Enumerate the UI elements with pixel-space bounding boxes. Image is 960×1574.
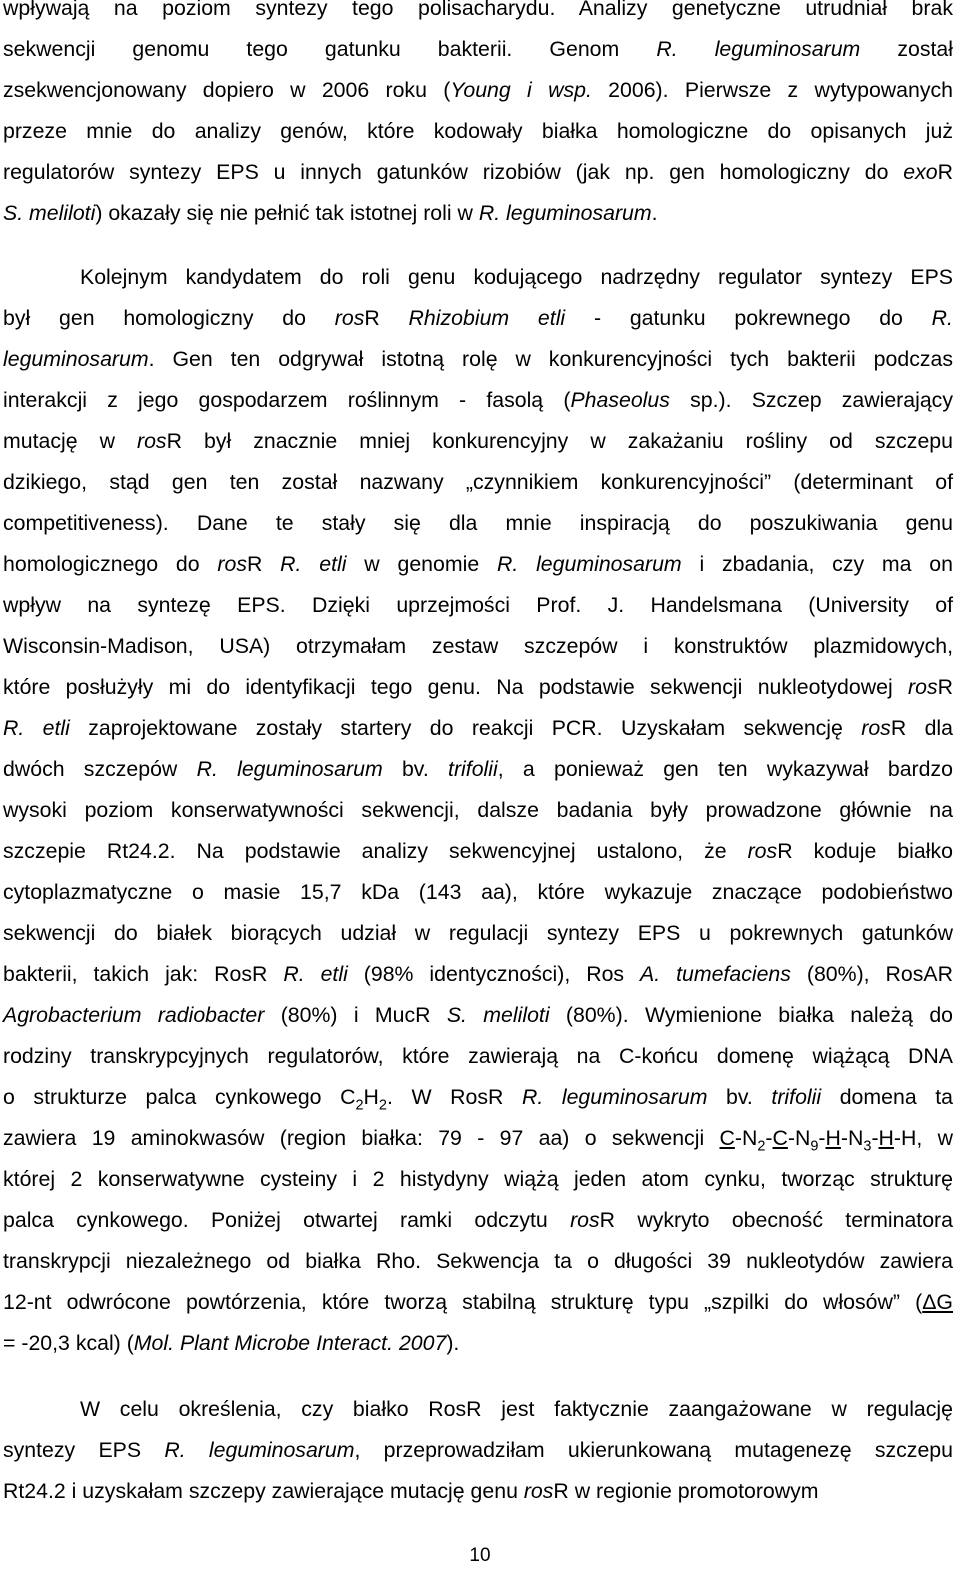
text-run: S. meliloti — [446, 1003, 550, 1027]
text-line — [3, 508, 953, 538]
text-run: R. leguminosarum — [196, 757, 383, 781]
text-run: A. tumefaciens — [640, 962, 791, 986]
text-run: 3 — [863, 1138, 872, 1155]
text-run: transkrypcji niezależnego od białka Rho. Sekwencja ta o długości 39 nukleotydów zawiera — [3, 1249, 953, 1273]
text-run: bv. — [707, 1085, 772, 1109]
text-run: ros — [136, 429, 167, 453]
text-run: ros — [523, 1479, 554, 1503]
text-run: R. — [931, 306, 953, 330]
text-run: wpływają na poziom syntezy tego polisacharydu. Analizy genetyczne utrudniał brak — [3, 0, 953, 20]
text-run: R w regionie promotorowym — [553, 1479, 819, 1503]
text-run: . — [651, 201, 658, 225]
text-run: ros — [217, 552, 247, 576]
text-line — [3, 1435, 953, 1465]
text-run: Wisconsin-Madison, USA) otrzymałam zestaw szczepów i konstruktów plazmidowych, — [3, 634, 953, 658]
text-run: R koduje białko — [777, 839, 953, 863]
text-run: został — [860, 37, 953, 61]
text-run: trifolii — [448, 757, 498, 781]
text-run: (80%) i MucR — [264, 1003, 447, 1027]
text-line — [3, 713, 953, 743]
text-line — [3, 1123, 953, 1153]
text-line — [3, 0, 953, 23]
text-line — [3, 75, 953, 105]
text-line — [3, 877, 953, 907]
text-line — [3, 959, 953, 989]
text-run: domena ta — [821, 1085, 953, 1109]
text-run: palca cynkowego. Poniżej otwartej ramki odczytu — [3, 1208, 571, 1232]
text-run: ros — [334, 306, 365, 330]
text-run: ros — [570, 1208, 600, 1232]
text-line — [3, 1394, 953, 1424]
text-run: leguminosarum — [3, 347, 149, 371]
page-number: 10 — [469, 1545, 491, 1566]
text-run: , a ponieważ gen ten wykazywał bardzo — [497, 757, 953, 781]
text-run: syntezy EPS — [3, 1438, 165, 1462]
text-run: której 2 konserwatywne cysteiny i 2 histydyny wiążą jeden atom cynku, tworząc strukturę — [3, 1167, 953, 1191]
text-line — [3, 1041, 953, 1071]
text-run: ). — [446, 1331, 460, 1355]
text-run: Mol. Plant Microbe Interact. — [133, 1331, 394, 1355]
text-run: H — [363, 1085, 379, 1109]
text-line — [3, 303, 953, 333]
text-run: R dla — [890, 716, 954, 740]
text-run: Phaseolus — [570, 388, 670, 412]
text-run: ros — [747, 839, 778, 863]
text-line — [3, 344, 953, 374]
text-run: W celu określenia, czy białko RosR jest faktycznie zaangażowane w regulację — [80, 1397, 953, 1421]
text-line — [3, 34, 953, 64]
text-run: R. leguminosarum — [521, 1085, 708, 1109]
text-run: dzikiego, stąd gen ten został nazwany „czynnikiem konkurencyjności” (determinant of — [3, 470, 953, 494]
text-run: był gen homologiczny do — [3, 306, 335, 330]
text-run: cytoplazmatyczne o masie 15,7 kDa (143 aa), które wykazuje znaczące podobieństwo — [3, 880, 953, 904]
text-line — [3, 836, 953, 866]
text-run: , przeprowadziłam ukierunkowaną mutagenezę szczepu — [354, 1438, 953, 1462]
text-run: szczepie Rt24.2. Na podstawie analizy sekwencyjnej ustalono, że — [3, 839, 748, 863]
text-line — [3, 467, 953, 497]
text-run: C — [719, 1126, 735, 1150]
text-run: interakcji z jego gospodarzem roślinnym - fasolą ( — [3, 388, 571, 412]
text-run: . Gen ten odgrywał istotną rolę w konkurencyjności tych bakterii podczas — [148, 347, 953, 371]
text-run: o strukturze palca cynkowego C — [3, 1085, 356, 1109]
text-run: Young i wsp. — [450, 78, 592, 102]
text-run: R wykryto obecność terminatora — [599, 1208, 953, 1232]
text-run: R. leguminosarum — [478, 201, 652, 225]
text-run: - gatunku pokrewnego do — [565, 306, 932, 330]
text-line — [3, 631, 953, 661]
text-run: - — [818, 1126, 826, 1150]
text-run: - — [871, 1126, 879, 1150]
text-run: exo — [903, 160, 938, 184]
text-line — [3, 918, 953, 948]
text-run: H — [825, 1126, 841, 1150]
text-line — [3, 1287, 953, 1317]
text-run: -H, w — [893, 1126, 953, 1150]
text-run: competitiveness). Dane te stały się dla mnie inspiracją do poszukiwania genu — [3, 511, 953, 535]
text-run: trifolii — [771, 1085, 822, 1109]
text-run: Rt24.2 i uzyskałam szczepy zawierające mutację genu — [3, 1479, 524, 1503]
text-run: -N — [787, 1126, 811, 1150]
text-line — [3, 426, 953, 456]
text-run: (80%), RosAR — [790, 962, 953, 986]
text-run: 2 — [355, 1097, 364, 1114]
text-line — [3, 1246, 953, 1276]
text-run: zsekwencjonowany dopiero w 2006 roku ( — [3, 78, 451, 102]
text-run: 2006). Pierwsze z wytypowanych — [591, 78, 954, 102]
text-line — [3, 1082, 953, 1112]
text-run: zaprojektowane zostały startery do reakcji PCR. Uzyskałam sekwencję — [69, 716, 862, 740]
text-line — [3, 795, 953, 825]
text-run: Agrobacterium radiobacter — [3, 1003, 265, 1027]
text-run: R. etli — [280, 552, 347, 576]
text-run: mutację w — [3, 429, 137, 453]
text-line — [3, 1000, 953, 1030]
text-line — [3, 385, 953, 415]
text-line — [3, 198, 953, 228]
text-run: R. leguminosarum — [496, 552, 682, 576]
text-line — [3, 1328, 953, 1358]
text-run: sekwencji genomu tego gatunku bakterii. Genom — [3, 37, 657, 61]
text-run: w genomie — [346, 552, 497, 576]
text-run: (98% identyczności), Ros — [347, 962, 641, 986]
text-run: S. meliloti — [3, 201, 96, 225]
text-run: sekwencji do białek biorących udział w regulacji syntezy EPS u pokrewnych gatunków — [3, 921, 953, 945]
text-run: rodziny transkrypcyjnych regulatorów, które zawierają na C-końcu domenę wiążącą DNA — [3, 1044, 953, 1068]
text-run: C — [772, 1126, 788, 1150]
text-run: przeze mnie do analizy genów, które kodowały białka homologiczne do opisanych już — [3, 119, 953, 143]
text-run: R — [937, 675, 953, 699]
text-run: sp.). Szczep zawierający — [669, 388, 953, 412]
text-run: dwóch szczepów — [3, 757, 197, 781]
text-run: Rhizobium etli — [408, 306, 566, 330]
text-run: R. etli — [3, 716, 70, 740]
text-run: bakterii, takich jak: RosR — [3, 962, 284, 986]
text-run: -N — [840, 1126, 864, 1150]
text-line — [3, 590, 953, 620]
text-run: 9 — [810, 1138, 819, 1155]
text-run: - — [765, 1126, 773, 1150]
text-run: 2007 — [398, 1331, 447, 1355]
text-run: zawiera 19 aminokwasów (region białka: 79 - 97 aa) o sekwencji — [3, 1126, 720, 1150]
text-run: Kolejnym kandydatem do roli genu kodującego nadrzędny regulator syntezy EPS — [80, 265, 953, 289]
text-run: wpływ na syntezę EPS. Dzięki uprzejmości Prof. J. Handelsmana (University of — [3, 593, 953, 617]
text-run: ΔG — [922, 1290, 953, 1314]
text-line — [3, 549, 953, 579]
text-run: -N — [734, 1126, 758, 1150]
text-line — [3, 754, 953, 784]
text-run: (80%). Wymienione białka należą do — [549, 1003, 954, 1027]
text-run: = -20,3 kcal) ( — [3, 1331, 134, 1355]
text-run: 12-nt odwrócone powtórzenia, które tworzą stabilną strukturę typu „szpilki do włosów” ( — [3, 1290, 923, 1314]
text-run: R. etli — [283, 962, 348, 986]
text-line — [3, 1476, 953, 1506]
text-run: 2 — [757, 1138, 766, 1155]
text-run: które posłużyły mi do identyfikacji tego genu. Na podstawie sekwencji nukleotydowej — [3, 675, 909, 699]
text-run: R — [364, 306, 409, 330]
text-run: homologicznego do — [3, 552, 218, 576]
text-run: ros — [861, 716, 891, 740]
text-line — [3, 157, 953, 187]
text-line — [3, 116, 953, 146]
text-run: wysoki poziom konserwatywności sekwencji, dalsze badania były prowadzone głównie na — [3, 798, 953, 822]
text-line — [3, 1164, 953, 1194]
text-line — [3, 672, 953, 702]
text-run: R — [937, 160, 953, 184]
text-run: bv. — [382, 757, 449, 781]
text-run: R. leguminosarum — [656, 37, 861, 61]
text-line — [3, 1205, 953, 1235]
text-run: R — [246, 552, 281, 576]
text-run: i zbadania, czy ma on — [681, 552, 953, 576]
text-line — [3, 262, 953, 292]
text-run: 2 — [378, 1097, 387, 1114]
text-run: . W RosR — [386, 1085, 522, 1109]
text-run: ) okazały się nie pełnić tak istotnej roli w — [95, 201, 479, 225]
text-run: regulatorów syntezy EPS u innych gatunków rizobiów (jak np. gen homologiczny do — [3, 160, 904, 184]
text-run: H — [878, 1126, 894, 1150]
text-run: ros — [908, 675, 938, 699]
text-run: R był znacznie mniej konkurencyjny w zakażaniu rośliny od szczepu — [166, 429, 953, 453]
text-run: R. leguminosarum — [164, 1438, 355, 1462]
